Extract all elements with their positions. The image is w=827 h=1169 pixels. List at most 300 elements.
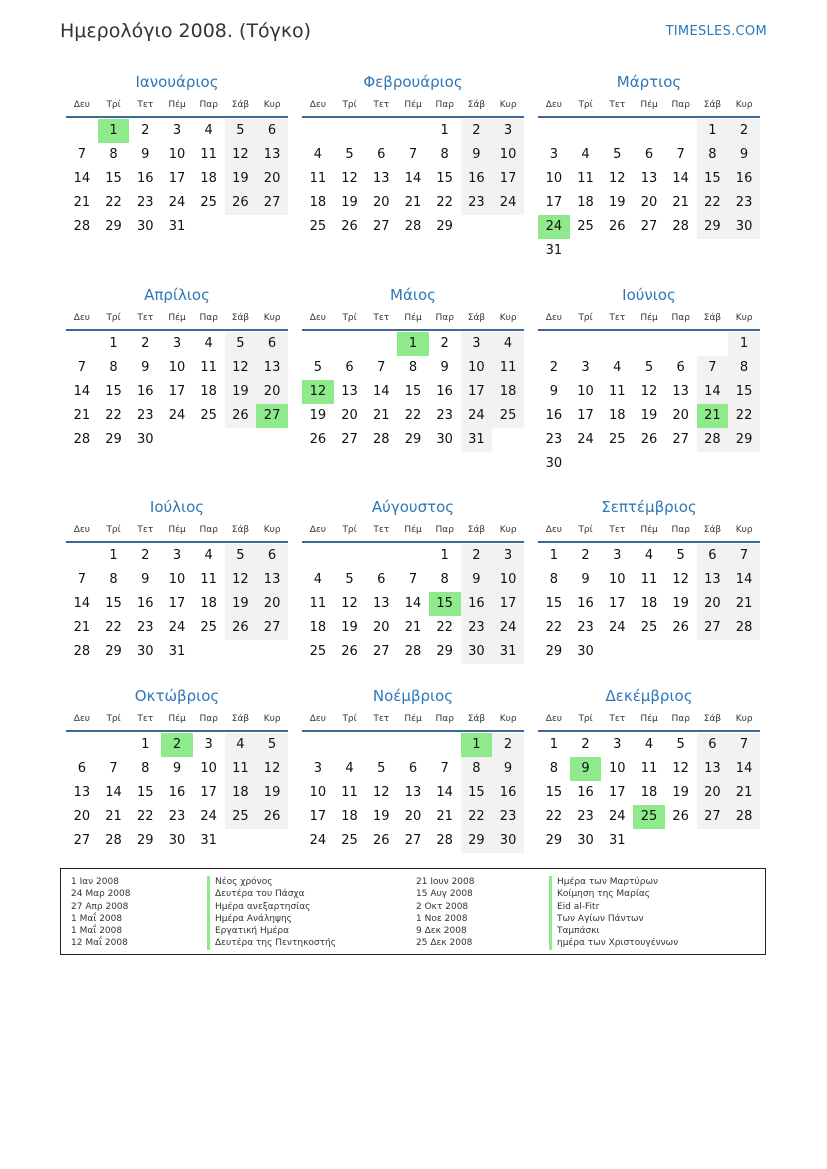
- legend-date: 1 Νοε 2008: [416, 913, 468, 924]
- day-cell: 13: [404, 785, 422, 800]
- day-cell: 23: [436, 408, 453, 423]
- weekday-label: Παρ: [435, 313, 454, 323]
- day-cell: 20: [404, 809, 422, 824]
- day-cell: 9: [141, 572, 150, 587]
- holiday-day-cell: 21: [697, 404, 729, 428]
- day-cell: 30: [492, 829, 524, 853]
- weekday-header: [66, 94, 288, 118]
- holiday-day-cell: 2: [161, 733, 193, 757]
- day-cell: 7: [377, 360, 386, 375]
- day-cell: 4: [313, 147, 322, 162]
- day-cell: 7: [109, 761, 118, 776]
- empty-cell: [334, 119, 366, 143]
- day-cell: 29: [545, 833, 563, 848]
- day-cell: 17: [168, 384, 186, 399]
- weekday-label: Πέμ: [404, 100, 422, 110]
- day-cell: 24: [608, 809, 626, 824]
- day-cell: 10: [168, 147, 186, 162]
- weekday-header: [302, 94, 524, 118]
- day-cell: 24: [577, 432, 594, 447]
- day-cell: 10: [168, 360, 186, 375]
- day-cell: 17: [309, 809, 327, 824]
- day-cell: 21: [73, 195, 91, 210]
- day-cell: 5: [225, 544, 257, 568]
- day-cell: 17: [492, 167, 524, 191]
- day-cell: 9: [141, 360, 150, 375]
- empty-cell: [697, 332, 729, 356]
- month-name: Δεκέμβριος: [605, 687, 693, 705]
- day-cell: 21: [105, 809, 122, 824]
- month-block: [66, 283, 288, 452]
- day-cell: 13: [672, 384, 689, 399]
- weekday-label: Κυρ: [499, 525, 517, 535]
- day-cell: 11: [608, 384, 626, 399]
- day-cell: 12: [672, 572, 689, 587]
- day-cell: 19: [256, 781, 288, 805]
- day-cell: 24: [492, 616, 524, 640]
- weekday-label: Δευ: [545, 100, 562, 110]
- month-name: Φεβρουάριος: [363, 73, 463, 91]
- day-cell: 16: [168, 785, 186, 800]
- legend-holiday-name: Δευτέρα του Πάσχα: [207, 888, 336, 900]
- day-cell: 7: [77, 360, 86, 375]
- weekday-label: Πέμ: [168, 714, 186, 724]
- day-cell: 15: [136, 785, 154, 800]
- day-cell: 3: [492, 119, 524, 143]
- weekday-label: Πέμ: [404, 525, 422, 535]
- day-cell: 8: [549, 761, 558, 776]
- days-grid: [302, 118, 524, 239]
- day-cell: 2: [492, 733, 524, 757]
- month-name: Αύγουστος: [371, 498, 455, 516]
- empty-cell: [334, 544, 366, 568]
- weekday-label: Κυρ: [263, 313, 281, 323]
- weekday-label: Τρί: [342, 714, 357, 724]
- day-cell: 26: [225, 191, 257, 215]
- day-cell: 13: [372, 596, 390, 611]
- day-cell: 5: [345, 147, 354, 162]
- empty-cell: [665, 119, 697, 143]
- day-cell: 14: [73, 171, 91, 186]
- day-cell: 16: [136, 596, 154, 611]
- day-cell: 18: [200, 171, 217, 186]
- weekday-header: [66, 307, 288, 331]
- weekday-label: Κυρ: [735, 714, 753, 724]
- day-cell: 19: [341, 620, 358, 635]
- day-cell: 3: [581, 360, 590, 375]
- legend-date: 25 Δεκ 2008: [416, 938, 473, 949]
- month-block: [66, 684, 288, 853]
- day-cell: 29: [436, 219, 453, 234]
- day-cell: 15: [105, 171, 122, 186]
- day-cell: 30: [728, 215, 760, 239]
- day-cell: 28: [672, 219, 689, 234]
- weekday-label: Τετ: [373, 714, 390, 724]
- legend-date: 9 Δεκ 2008: [416, 926, 467, 937]
- day-cell: 14: [436, 785, 453, 800]
- day-cell: 4: [204, 548, 213, 563]
- weekday-label: Σάβ: [703, 525, 722, 535]
- day-cell: 27: [372, 644, 390, 659]
- day-cell: 31: [545, 243, 563, 258]
- day-cell: 13: [341, 384, 358, 399]
- empty-cell: [365, 544, 397, 568]
- empty-cell: [66, 119, 98, 143]
- weekday-label: Παρ: [671, 313, 690, 323]
- day-cell: 17: [577, 408, 594, 423]
- day-cell: 1: [440, 548, 449, 563]
- holiday-day-cell: 27: [256, 404, 288, 428]
- empty-cell: [302, 119, 334, 143]
- day-cell: 7: [77, 572, 86, 587]
- day-cell: 15: [105, 384, 122, 399]
- holiday-day-cell: 9: [570, 757, 602, 781]
- day-cell: 18: [309, 620, 327, 635]
- day-cell: 20: [256, 380, 288, 404]
- day-cell: 1: [109, 336, 118, 351]
- day-cell: 26: [256, 805, 288, 829]
- weekday-label: Τετ: [137, 525, 154, 535]
- day-cell: 8: [440, 572, 449, 587]
- day-cell: 22: [404, 408, 422, 423]
- day-cell: 27: [256, 191, 288, 215]
- day-cell: 28: [728, 805, 760, 829]
- day-cell: 26: [225, 404, 257, 428]
- day-cell: 26: [672, 620, 689, 635]
- day-cell: 20: [372, 195, 390, 210]
- day-cell: 25: [225, 805, 257, 829]
- empty-cell: [397, 119, 429, 143]
- day-cell: 3: [313, 761, 322, 776]
- month-name: Ιούλιος: [149, 498, 205, 516]
- day-cell: 27: [256, 616, 288, 640]
- legend-holiday-name: Ημέρα ανεξαρτησίας: [207, 901, 336, 913]
- day-cell: 5: [256, 733, 288, 757]
- day-cell: 20: [697, 781, 729, 805]
- day-cell: 11: [309, 596, 327, 611]
- day-cell: 29: [728, 428, 760, 452]
- day-cell: 28: [73, 432, 91, 447]
- weekday-label: Παρ: [199, 313, 218, 323]
- day-cell: 2: [141, 336, 150, 351]
- day-cell: 23: [168, 809, 186, 824]
- day-cell: 12: [672, 761, 689, 776]
- day-cell: 10: [309, 785, 327, 800]
- day-cell: 18: [492, 380, 524, 404]
- day-cell: 14: [728, 757, 760, 781]
- day-cell: 29: [404, 432, 422, 447]
- legend-holiday-name: Ημέρα Ανάληψης: [207, 913, 336, 925]
- day-cell: 6: [697, 544, 729, 568]
- day-cell: 18: [200, 596, 217, 611]
- day-cell: 14: [672, 171, 689, 186]
- empty-cell: [365, 733, 397, 757]
- month-name: Μάιος: [390, 286, 436, 304]
- day-cell: 4: [492, 332, 524, 356]
- day-cell: 19: [225, 380, 257, 404]
- weekday-label: Πέμ: [404, 313, 422, 323]
- weekday-label: Τρί: [106, 100, 121, 110]
- day-cell: 15: [697, 167, 729, 191]
- holiday-day-cell: 24: [538, 215, 570, 239]
- day-cell: 7: [77, 147, 86, 162]
- weekday-header: [66, 708, 288, 732]
- day-cell: 7: [728, 733, 760, 757]
- day-cell: 22: [105, 620, 122, 635]
- empty-cell: [365, 332, 397, 356]
- day-cell: 9: [172, 761, 182, 776]
- day-cell: 1: [549, 548, 558, 563]
- weekday-label: Κυρ: [499, 714, 517, 724]
- day-cell: 28: [436, 833, 453, 848]
- day-cell: 22: [436, 620, 453, 635]
- day-cell: 9: [581, 572, 590, 587]
- holiday-day-cell: 1: [397, 332, 429, 356]
- day-cell: 8: [109, 147, 118, 162]
- days-grid: [538, 543, 760, 664]
- day-cell: 5: [225, 119, 257, 143]
- empty-cell: [397, 544, 429, 568]
- day-cell: 14: [404, 596, 422, 611]
- day-cell: 21: [73, 620, 91, 635]
- month-name: Οκτώβριος: [134, 687, 220, 705]
- day-cell: 13: [697, 568, 729, 592]
- weekday-label: Τετ: [609, 525, 626, 535]
- day-cell: 16: [545, 408, 563, 423]
- weekday-label: Πέμ: [640, 525, 658, 535]
- day-cell: 30: [136, 644, 154, 659]
- day-cell: 15: [545, 596, 563, 611]
- day-cell: 10: [168, 572, 186, 587]
- day-cell: 14: [73, 596, 91, 611]
- day-cell: 8: [461, 757, 493, 781]
- day-cell: 10: [492, 568, 524, 592]
- day-cell: 19: [672, 596, 689, 611]
- day-cell: 2: [549, 360, 558, 375]
- day-cell: 18: [341, 809, 358, 824]
- legend-date: 21 Ιουν 2008: [416, 877, 475, 887]
- legend-holiday-name: Νέος χρόνος: [207, 876, 336, 888]
- weekday-label: Τρί: [342, 100, 357, 110]
- weekday-label: Τρί: [342, 313, 357, 323]
- day-cell: 16: [136, 384, 154, 399]
- day-cell: 6: [408, 761, 418, 776]
- day-cell: 1: [549, 737, 558, 752]
- day-cell: 12: [225, 143, 257, 167]
- day-cell: 4: [581, 147, 590, 162]
- weekday-label: Πέμ: [640, 313, 658, 323]
- day-cell: 20: [256, 592, 288, 616]
- day-cell: 22: [545, 809, 563, 824]
- day-cell: 19: [640, 408, 658, 423]
- empty-cell: [302, 733, 334, 757]
- weekday-label: Κυρ: [499, 313, 517, 323]
- day-cell: 10: [200, 761, 217, 776]
- day-cell: 26: [372, 833, 390, 848]
- day-cell: 13: [256, 143, 288, 167]
- brand-link[interactable]: TIMESLES.COM: [665, 24, 767, 39]
- holiday-day-cell: 15: [429, 592, 461, 616]
- day-cell: 31: [608, 833, 626, 848]
- day-cell: 29: [105, 432, 122, 447]
- weekday-label: Σάβ: [231, 313, 250, 323]
- day-cell: 24: [168, 195, 186, 210]
- day-cell: 3: [172, 336, 182, 351]
- month-name: Σεπτέμβριος: [601, 498, 697, 516]
- legend-date: 15 Αυγ 2008: [416, 889, 473, 900]
- day-cell: 30: [436, 432, 453, 447]
- day-cell: 26: [341, 219, 358, 234]
- weekday-label: Σάβ: [703, 714, 722, 724]
- day-cell: 26: [608, 219, 626, 234]
- day-cell: 4: [613, 360, 622, 375]
- day-cell: 2: [141, 548, 150, 563]
- day-cell: 7: [440, 761, 449, 776]
- day-cell: 21: [404, 195, 422, 210]
- day-cell: 15: [105, 596, 122, 611]
- weekday-header: [302, 519, 524, 543]
- weekday-label: Κυρ: [735, 525, 753, 535]
- day-cell: 5: [613, 147, 622, 162]
- day-cell: 6: [676, 360, 685, 375]
- day-cell: 18: [608, 408, 626, 423]
- day-cell: 25: [309, 644, 327, 659]
- holiday-legend: [60, 868, 766, 955]
- weekday-label: Τρί: [578, 714, 593, 724]
- day-cell: 10: [577, 384, 594, 399]
- day-cell: 16: [136, 171, 154, 186]
- day-cell: 17: [200, 785, 217, 800]
- day-cell: 3: [613, 548, 622, 563]
- day-cell: 13: [640, 171, 658, 186]
- day-cell: 2: [728, 119, 760, 143]
- day-cell: 21: [728, 781, 760, 805]
- weekday-label: Κυρ: [735, 100, 753, 110]
- day-cell: 10: [492, 143, 524, 167]
- weekday-label: Σάβ: [467, 100, 486, 110]
- weekday-label: Παρ: [435, 525, 454, 535]
- day-cell: 8: [141, 761, 150, 776]
- day-cell: 28: [728, 616, 760, 640]
- legend-date: 12 Μαΐ 2008: [71, 938, 128, 949]
- day-cell: 19: [309, 408, 327, 423]
- weekday-label: Τετ: [609, 714, 626, 724]
- day-cell: 14: [105, 785, 122, 800]
- day-cell: 4: [204, 123, 213, 138]
- day-cell: 18: [225, 781, 257, 805]
- day-cell: 15: [545, 785, 563, 800]
- day-cell: 13: [73, 785, 91, 800]
- legend-holiday-name: Των Αγίων Πάντων: [549, 913, 678, 925]
- day-cell: 19: [225, 167, 257, 191]
- weekday-label: Σάβ: [467, 714, 486, 724]
- day-cell: 30: [136, 432, 154, 447]
- day-cell: 3: [461, 332, 493, 356]
- month-block: [302, 70, 524, 239]
- holiday-day-cell: 1: [461, 733, 493, 757]
- day-cell: 26: [640, 432, 658, 447]
- day-cell: 23: [461, 616, 493, 640]
- weekday-label: Παρ: [671, 100, 690, 110]
- day-cell: 27: [697, 805, 729, 829]
- weekday-label: Δευ: [73, 714, 90, 724]
- month-name: Μάρτιος: [616, 73, 682, 91]
- day-cell: 20: [640, 195, 658, 210]
- weekday-label: Τρί: [106, 714, 121, 724]
- day-cell: 23: [577, 620, 594, 635]
- day-cell: 6: [256, 544, 288, 568]
- day-cell: 29: [697, 215, 729, 239]
- day-cell: 16: [728, 167, 760, 191]
- day-cell: 29: [105, 219, 122, 234]
- day-cell: 8: [408, 360, 418, 375]
- weekday-label: Παρ: [435, 714, 454, 724]
- weekday-label: Τρί: [578, 100, 593, 110]
- day-cell: 12: [256, 757, 288, 781]
- weekday-label: Παρ: [199, 525, 218, 535]
- empty-cell: [601, 119, 633, 143]
- day-cell: 22: [136, 809, 154, 824]
- day-cell: 21: [728, 592, 760, 616]
- day-cell: 5: [345, 572, 354, 587]
- day-cell: 3: [613, 737, 622, 752]
- day-cell: 5: [225, 332, 257, 356]
- day-cell: 24: [309, 833, 327, 848]
- weekday-label: Πέμ: [168, 525, 186, 535]
- empty-cell: [334, 733, 366, 757]
- weekday-label: Δευ: [309, 714, 326, 724]
- empty-cell: [633, 119, 665, 143]
- day-cell: 13: [256, 568, 288, 592]
- day-cell: 6: [77, 761, 86, 776]
- day-cell: 24: [168, 620, 186, 635]
- day-cell: 10: [608, 572, 626, 587]
- weekday-header: [538, 519, 760, 543]
- day-cell: 2: [461, 544, 493, 568]
- day-cell: 25: [577, 219, 594, 234]
- empty-cell: [570, 332, 602, 356]
- day-cell: 20: [73, 809, 91, 824]
- weekday-header: [302, 307, 524, 331]
- month-block: [66, 70, 288, 239]
- weekday-label: Σάβ: [231, 100, 250, 110]
- weekday-label: Σάβ: [703, 313, 722, 323]
- day-cell: 12: [608, 171, 626, 186]
- legend-holiday-name: ημέρα των Χριστουγέννων: [549, 937, 678, 949]
- day-cell: 15: [404, 384, 422, 399]
- legend-date: 1 Ιαν 2008: [71, 877, 119, 887]
- weekday-header: [538, 94, 760, 118]
- day-cell: 8: [549, 572, 558, 587]
- day-cell: 21: [672, 195, 689, 210]
- day-cell: 30: [461, 640, 493, 664]
- weekday-label: Δευ: [545, 714, 562, 724]
- day-cell: 23: [492, 805, 524, 829]
- day-cell: 17: [492, 592, 524, 616]
- day-cell: 31: [461, 428, 493, 452]
- month-name: Ιανουάριος: [135, 73, 219, 91]
- month-block: [538, 70, 760, 263]
- page-title: Ημερολόγιο 2008. (Τόγκο): [60, 20, 312, 42]
- weekday-label: Δευ: [309, 313, 326, 323]
- days-grid: [538, 118, 760, 263]
- day-cell: 18: [577, 195, 594, 210]
- day-cell: 4: [644, 548, 654, 563]
- day-cell: 28: [404, 644, 422, 659]
- day-cell: 6: [697, 733, 729, 757]
- day-cell: 10: [461, 356, 493, 380]
- day-cell: 7: [676, 147, 685, 162]
